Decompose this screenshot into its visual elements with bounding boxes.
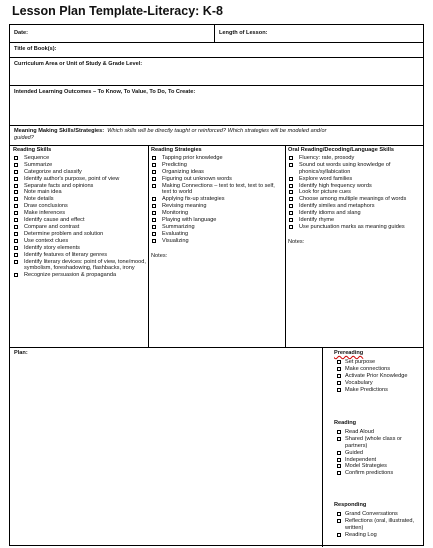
rule [10, 57, 423, 58]
checklist-item [334, 359, 424, 366]
checklist-item [13, 155, 146, 162]
page-title: Lesson Plan Template-Literacy: K-8 [12, 4, 223, 18]
plan-label: Plan: [14, 350, 28, 356]
rule [10, 85, 423, 86]
checkbox[interactable] [152, 163, 156, 167]
checkbox[interactable] [337, 533, 341, 537]
reading-skills-heading: Reading Skills [13, 147, 52, 153]
rule [10, 347, 423, 348]
checklist-item-label: Monitoring [162, 210, 189, 217]
checklist-item [13, 196, 146, 203]
checklist-item-label: Identify features of literary genres [24, 251, 108, 258]
checkbox[interactable] [289, 218, 293, 222]
checklist-item-label: Fluency: rate, prosody [299, 154, 355, 161]
checkbox[interactable] [14, 239, 18, 243]
checkbox[interactable] [14, 225, 18, 229]
checklist-item-label: Grand Conversations [345, 510, 398, 517]
oral-reading-list [288, 155, 422, 231]
checkbox[interactable] [337, 360, 341, 364]
curriculum-label: Curriculum Area or Unit of Study & Grade Level: [14, 61, 143, 67]
checklist-item-label: Use punctuation marks as meaning guides [299, 223, 405, 230]
outcomes-label: Intended Learning Outcomes – To Know, To Value, To Do, To Create: [14, 89, 196, 95]
checklist-item-label: Separate facts and opinions [24, 182, 94, 189]
checklist-item [288, 196, 422, 203]
checkbox[interactable] [152, 211, 156, 215]
checklist-item-label: Summarize [24, 161, 53, 168]
checklist-item [151, 231, 283, 238]
checklist-item [151, 217, 283, 224]
checklist-item [13, 176, 146, 183]
checkbox[interactable] [14, 273, 18, 277]
prereading-list [334, 359, 424, 394]
checklist-item [334, 511, 424, 518]
form-frame [9, 24, 424, 546]
checklist-item [334, 380, 424, 387]
checklist-item-label: Visualizing [162, 237, 189, 244]
checklist-item [334, 436, 424, 450]
checklist-item-label: Predicting [162, 161, 187, 168]
checklist-item [151, 196, 283, 203]
checkbox[interactable] [14, 170, 18, 174]
checkbox[interactable] [14, 211, 18, 215]
oral-reading-column [288, 147, 422, 246]
checklist-item [288, 176, 422, 183]
checkbox[interactable] [152, 170, 156, 174]
checkbox[interactable] [289, 156, 293, 160]
checklist-item [334, 450, 424, 457]
checkbox[interactable] [14, 246, 18, 250]
checkbox[interactable] [337, 388, 341, 392]
checkbox[interactable] [152, 232, 156, 236]
checklist-item [13, 238, 146, 245]
checklist-item-label: Confirm predictions [345, 470, 394, 477]
checklist-item [288, 162, 422, 176]
checklist-item-label: Read Aloud [345, 428, 374, 435]
meaning-label-text: Meaning Making Skills/Strategies: [14, 128, 105, 134]
checklist-item-label: Look for picture cues [299, 189, 351, 196]
responding-list [334, 511, 424, 539]
checklist-item-label: Explore word families [299, 175, 353, 182]
checklist-item [334, 470, 424, 477]
checkbox[interactable] [289, 225, 293, 229]
responding-heading: Responding [334, 502, 367, 508]
prereading-section [334, 350, 424, 393]
reading-strategies-heading: Reading Strategies [151, 147, 202, 153]
checkbox[interactable] [289, 184, 293, 188]
checklist-item [288, 155, 422, 162]
checkbox[interactable] [14, 253, 18, 257]
rule [10, 125, 423, 126]
checkbox[interactable] [14, 260, 18, 264]
oral-reading-heading: Oral Reading/Decoding/Language Skills [288, 147, 394, 153]
checkbox[interactable] [152, 184, 156, 188]
reading-heading: Reading [334, 420, 357, 426]
checklist-item-label: Determine problem and solution [24, 230, 104, 237]
checkbox[interactable] [289, 177, 293, 181]
checklist-item-label: Sound out words using knowledge of phonics/syllabication [299, 161, 391, 175]
checklist-item-label: Independent [345, 456, 377, 463]
checklist-item [151, 224, 283, 231]
reading-skills-column [13, 147, 146, 279]
checklist-item [334, 463, 424, 470]
rule [10, 42, 423, 43]
reading-list [334, 429, 424, 477]
checklist-item [13, 252, 146, 259]
checkbox[interactable] [14, 204, 18, 208]
checkbox[interactable] [14, 184, 18, 188]
checklist-item-label: Tapping prior knowledge [162, 154, 223, 161]
checklist-item [13, 272, 146, 279]
checklist-item [288, 224, 422, 231]
divider [214, 25, 215, 42]
checklist-item-label: Identify literary devices: point of view, tone/mood, symbolism, foreshadowing, flashbacks, irony [24, 258, 146, 272]
checkbox[interactable] [152, 225, 156, 229]
checkbox[interactable] [337, 437, 341, 441]
checklist-item [13, 245, 146, 252]
checkbox[interactable] [289, 211, 293, 215]
checklist-item [334, 518, 424, 532]
checklist-item [151, 162, 283, 169]
checkbox[interactable] [337, 381, 341, 385]
checklist-item [334, 366, 424, 373]
reading-section [334, 420, 424, 477]
checklist-item-label: Reflections (oral, illustrated, written) [345, 517, 415, 531]
checklist-item [288, 203, 422, 210]
checklist-item-label: Categorize and classify [24, 168, 82, 175]
checklist-item-label: Note details [24, 196, 54, 203]
length-label: Length of Lesson: [219, 30, 268, 36]
checklist-item-label: Compare and contrast [24, 223, 80, 230]
divider [285, 145, 286, 347]
checkbox[interactable] [152, 197, 156, 201]
divider [322, 347, 323, 547]
checkbox[interactable] [14, 190, 18, 194]
checklist-item-label: Identify author's purpose, point of view [24, 175, 120, 182]
checkbox[interactable] [289, 163, 293, 167]
checklist-item-label: Identify high frequency words [299, 182, 372, 189]
checklist-item [288, 210, 422, 217]
reading-strategies-list [151, 155, 283, 245]
checklist-item [151, 176, 283, 183]
checklist-item-label: Summarizing [162, 223, 195, 230]
checklist-item [13, 259, 146, 273]
checklist-item-label: Make connections [345, 365, 391, 372]
checklist-item [13, 231, 146, 238]
checklist-item [334, 387, 424, 394]
checkbox[interactable] [337, 451, 341, 455]
checkbox[interactable] [337, 430, 341, 434]
checkbox[interactable] [14, 163, 18, 167]
checklist-item-label: Making Connections – text to text, text to self, text to world [162, 182, 275, 196]
checkbox[interactable] [337, 367, 341, 371]
meaning-question: Which skills will be directly taught or reinforced? Which strategies will be modeled and/or [107, 128, 327, 134]
prereading-heading: Prereading [334, 350, 364, 356]
rule [10, 145, 423, 146]
checklist-item-label: Use context clues [24, 237, 69, 244]
checklist-item [151, 155, 283, 162]
checklist-item [13, 217, 146, 224]
checklist-item-label: Identify rhyme [299, 217, 335, 224]
checklist-item-label: Identify idioms and slang [299, 210, 361, 217]
checklist-item [13, 162, 146, 169]
checkbox[interactable] [14, 218, 18, 222]
checklist-item-label: Note main idea [24, 189, 62, 196]
checklist-item [13, 210, 146, 217]
checkbox[interactable] [152, 239, 156, 243]
checklist-item-label: Choose among multiple meanings of words [299, 196, 407, 203]
checklist-item [151, 169, 283, 176]
checklist-item [288, 183, 422, 190]
checklist-item [13, 203, 146, 210]
date-label: Date: [14, 30, 28, 36]
checklist-item-label: Vocabulary [345, 379, 373, 386]
checklist-item [334, 373, 424, 380]
meaning-making-label [14, 128, 326, 135]
checklist-item-label: Draw conclusions [24, 203, 68, 210]
checklist-item-label: Reading Log [345, 531, 377, 538]
oral-notes-label: Notes: [288, 238, 305, 245]
checklist-item-label: Sequence [24, 154, 50, 161]
checklist-item [13, 224, 146, 231]
checkbox[interactable] [337, 471, 341, 475]
checkbox[interactable] [289, 197, 293, 201]
checklist-item-label: Figuring out unknown words [162, 175, 232, 182]
checklist-item-label: Revising meaning [162, 203, 207, 210]
checklist-item-label: Evaluating [162, 230, 189, 237]
checkbox[interactable] [152, 177, 156, 181]
checklist-item [13, 169, 146, 176]
checklist-item-label: Identify story elements [24, 244, 80, 251]
checklist-item-label: Identify cause and effect [24, 217, 85, 224]
checkbox[interactable] [337, 512, 341, 516]
checklist-item [334, 532, 424, 539]
checkbox[interactable] [14, 232, 18, 236]
checkbox[interactable] [152, 204, 156, 208]
checkbox[interactable] [14, 197, 18, 201]
checklist-item-label: Guided [345, 449, 364, 456]
checklist-item [151, 203, 283, 210]
checkbox[interactable] [337, 458, 341, 462]
checklist-item-label: Make inferences [24, 210, 66, 217]
book-title-label: Title of Book(s): [14, 46, 57, 52]
checklist-item-label: Activate Prior Knowledge [345, 372, 408, 379]
checklist-item-label: Set purpose [345, 358, 376, 365]
checklist-item-label: Organizing ideas [162, 168, 204, 175]
divider [148, 145, 149, 347]
checkbox[interactable] [152, 218, 156, 222]
checkbox[interactable] [152, 156, 156, 160]
checklist-item [334, 457, 424, 464]
reading-skills-list [13, 155, 146, 279]
checklist-item-label: Identify similes and metaphors [299, 203, 375, 210]
checklist-item [13, 183, 146, 190]
checkbox[interactable] [337, 519, 341, 523]
checklist-item [334, 429, 424, 436]
checkbox[interactable] [289, 204, 293, 208]
strategies-notes-label: Notes: [151, 252, 168, 259]
checklist-item [288, 189, 422, 196]
checklist-item [151, 210, 283, 217]
checklist-item [151, 238, 283, 245]
responding-section [334, 502, 424, 539]
checklist-item [13, 189, 146, 196]
checklist-item [151, 183, 283, 197]
checkbox[interactable] [337, 374, 341, 378]
checklist-item-label: Model Strategies [345, 463, 387, 470]
checkbox[interactable] [337, 464, 341, 468]
checklist-item-label: Make Predictions [345, 386, 388, 393]
meaning-question-cont: guided? [14, 135, 34, 141]
reading-strategies-column [151, 147, 283, 260]
checkbox[interactable] [14, 177, 18, 181]
checklist-item-label: Playing with language [162, 217, 217, 224]
checklist-item-label: Recognize persuasion & propaganda [24, 272, 117, 279]
checklist-item [288, 217, 422, 224]
checkbox[interactable] [289, 190, 293, 194]
checkbox[interactable] [14, 156, 18, 160]
checklist-item-label: Applying fix-up strategies [162, 196, 225, 203]
checklist-item-label: Shared (whole class or partners) [345, 435, 402, 449]
